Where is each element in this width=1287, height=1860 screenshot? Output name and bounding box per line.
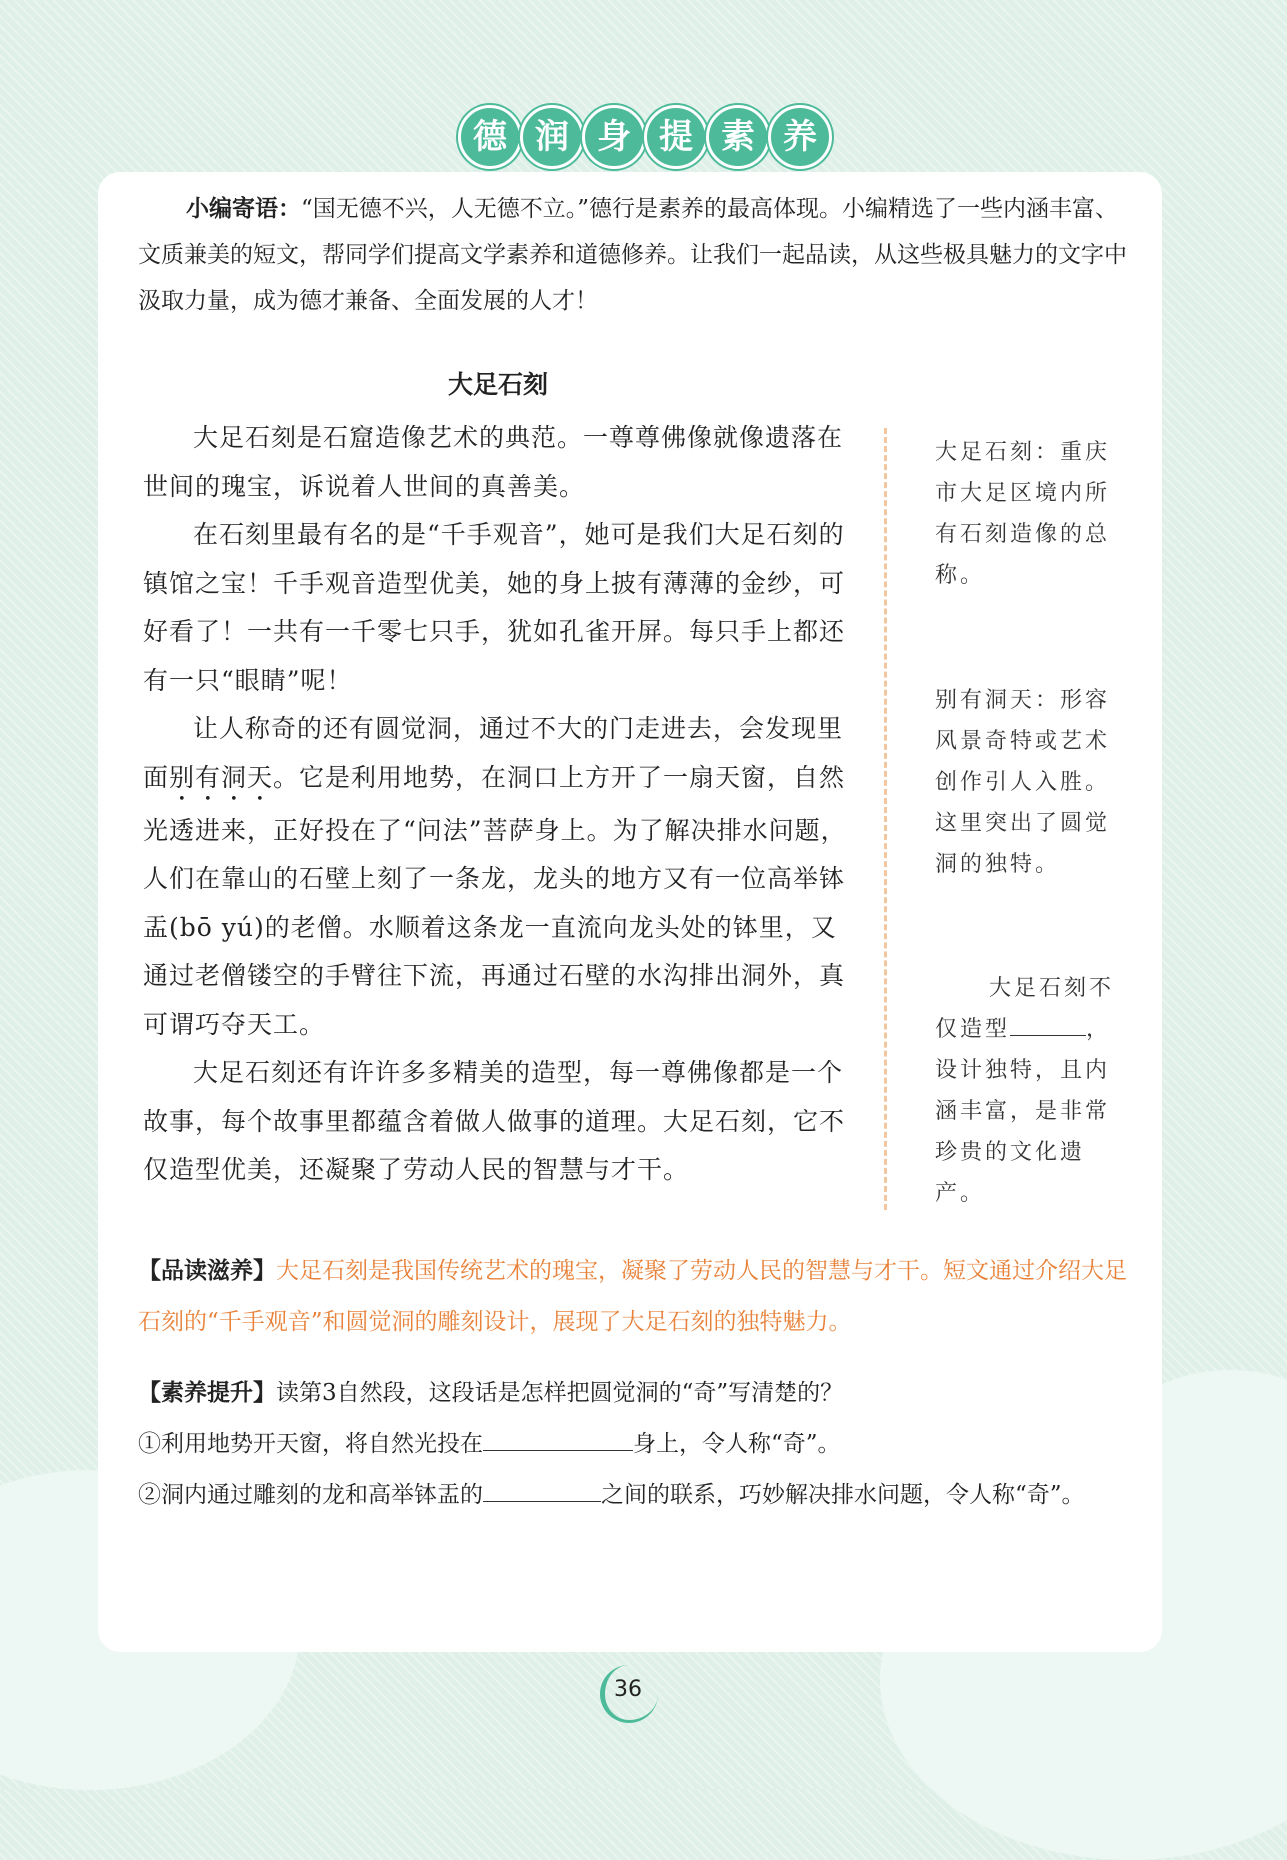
side-note-1: 大足石刻：重庆市大足区境内所有石刻造像的总称。	[935, 440, 1111, 588]
header-char-4: 提	[644, 105, 708, 169]
header-char-6: 养	[768, 105, 832, 169]
dashed-divider	[884, 428, 887, 1210]
item1-blank[interactable]	[483, 1428, 633, 1451]
side-note-2: 别有洞天：形容风景奇特或艺术创作引人入胜。这里突出了圆觉洞的独特。	[935, 688, 1111, 877]
item1-after: 身上，令人称“奇”。	[633, 1431, 841, 1457]
appreciation-section	[138, 1246, 1133, 1348]
emphasis-phrase: 别有洞天	[169, 762, 274, 792]
item2-blank[interactable]	[483, 1479, 601, 1502]
item2-before: ②洞内通过雕刻的龙和高举钵盂的	[138, 1482, 483, 1508]
improvement-item-2	[138, 1470, 1158, 1521]
article-paragraph-4: 大足石刻还有许许多多精美的造型，每一尊佛像都是一个故事，每个故事里都蕴含着做人做事的道理。大足石刻，它不仅造型优美，还凝聚了劳动人民的智慧与才干。	[143, 1058, 846, 1184]
article-paragraph-1: 大足石刻是石窟造像艺术的典范。一尊尊佛像就像遗落在世间的瑰宝，诉说着人世间的真善美。	[143, 423, 844, 501]
appreciation-tag: 【品读滋养】	[138, 1258, 276, 1284]
intro-text: “国无德不兴，人无德不立。”德行是素养的最高体现。小编精选了一些内涵丰富、文质兼美的短文，帮同学们提高文学素养和道德修养。让我们一起品读，从这些极具魅力的文字中汲取力量，成为德才兼备、全面发展的人才！	[138, 196, 1127, 314]
header-char-5: 素	[706, 105, 770, 169]
note3-before: 大足石刻不仅造型	[935, 976, 1115, 1042]
appreciation-text: 大足石刻是我国传统艺术的瑰宝，凝聚了劳动人民的智慧与才干。短文通过介绍大足石刻的“千手观音”和圆觉洞的雕刻设计，展现了大足石刻的独特魅力。	[138, 1258, 1127, 1335]
improvement-tag: 【素养提升】	[138, 1380, 276, 1406]
note3-after: ，设计独特，且内涵丰富，是非常珍贵的文化遗产。	[935, 1017, 1112, 1206]
p3-after: 。它是利用地势，在洞口上方开了一扇天窗，自然光透进来，正好投在了“问法”菩萨身上。为了解决排水问题，人们在靠山的石壁上刻了一条龙，龙头的地方又有一位高举钵盂(bō yú)的老僧。水顺着这条龙一直流向龙头处的钵里，又通过老僧镂空的手臂往下流，再通过石壁的水沟排出洞外，真可谓巧夺天工。	[143, 762, 847, 1039]
item1-before: ①利用地势开天窗，将自然光投在	[138, 1431, 483, 1457]
page-number: 36	[614, 1677, 642, 1702]
article-title: 大足石刻	[447, 370, 548, 399]
improvement-question: 读第3自然段，这段话是怎样把圆觉洞的“奇”写清楚的？	[276, 1380, 844, 1406]
improvement-item-1	[138, 1419, 1158, 1470]
header-char-1: 德	[458, 105, 522, 169]
intro-label: 小编寄语：	[186, 196, 301, 222]
section-header	[0, 105, 1287, 171]
side-note-3	[935, 968, 1133, 1214]
header-char-2: 润	[520, 105, 584, 169]
editor-intro	[138, 186, 1128, 324]
improvement-question-line	[138, 1368, 1158, 1419]
article-paragraph-2: 在石刻里最有名的是“千手观音”，她可是我们大足石刻的镇馆之宝！千手观音造型优美，她的身上披有薄薄的金纱，可好看了！一共有一千零七只手，犹如孔雀开屏。每只手上都还有一只“眼睛”呢！	[143, 520, 846, 695]
note3-blank[interactable]	[1010, 1013, 1086, 1036]
article-paragraph-3	[143, 705, 855, 1049]
item2-after: 之间的联系，巧妙解决排水问题，令人称“奇”。	[601, 1482, 1085, 1508]
improvement-section	[138, 1368, 1158, 1521]
header-char-3: 身	[582, 105, 646, 169]
article-body	[143, 414, 855, 1195]
page-footer	[600, 1665, 662, 1727]
p3-before: 让人称奇的还有圆觉洞，通过不大的门走进去，会发现里面	[143, 714, 844, 792]
